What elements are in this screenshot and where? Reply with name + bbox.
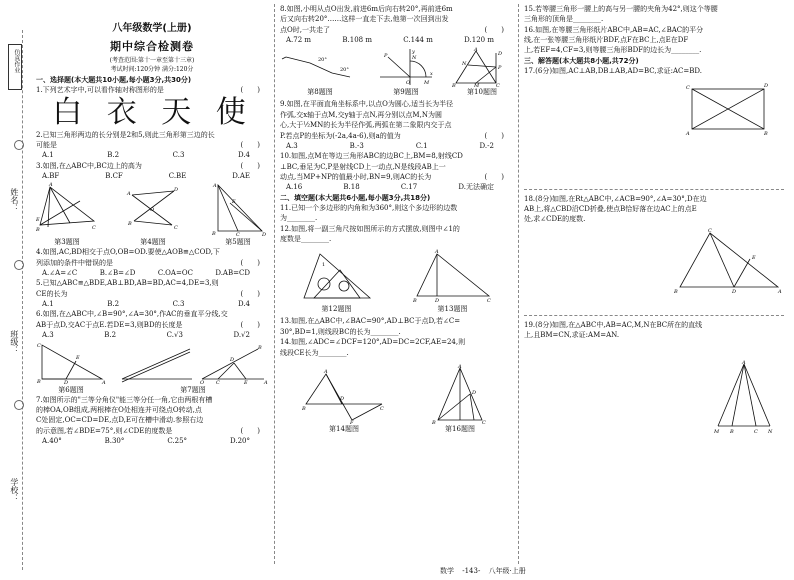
q18-text: 18.(8分)如图,在Rt△ABC中,∠ACB=90°,∠A=30°,D在边: [524, 194, 707, 203]
q8-text: 8.如图,小明从点O出发,前进6m后向右转20°,再前进6m: [280, 5, 453, 13]
figure-12: [300, 248, 374, 316]
figure-9: [376, 47, 436, 99]
fig7-caption: 第7题图: [180, 385, 206, 394]
fig12-caption: 第12题图: [321, 305, 352, 314]
option-b: B.2: [107, 300, 120, 309]
q5-text: 5.已知△ABC≌△BDE,AB⊥BD,AB=BD,AC=4,DE=3,则: [36, 279, 219, 288]
svg-text:C: C: [496, 83, 500, 88]
q5-options: [36, 299, 268, 309]
figure-13: [413, 248, 493, 316]
q4-options: [36, 268, 268, 278]
q8-text-2: 后又向右转20°……这样一直走下去,他第一次回到出发: [280, 15, 449, 24]
q12-text: 12.如图,将一副三角尺按如图所示的方式摆放,则图中∠1的: [280, 224, 460, 233]
q9-text: 9.如图,在平面直角坐标系中,以点O为圆心,适当长为半径: [280, 100, 454, 109]
column-3: [524, 4, 786, 450]
q10-text: 10.如图,点M在等边三角形ABC的边BC上,BM=8,射线CD: [280, 152, 463, 161]
binding-hole: [14, 260, 24, 270]
column-divider: [274, 4, 275, 564]
q1-char-d: 使: [215, 94, 246, 130]
q10-text-3: 动点,当MP+NP的值最小时,BN=9,则AC的长为 ( ): [280, 172, 504, 181]
svg-text:B: B: [302, 405, 306, 412]
section-3-title: 三、解答题(本大题共8小题,共72分): [524, 56, 639, 65]
fig14-caption: 第14题图: [329, 424, 359, 433]
svg-text:C: C: [482, 419, 486, 424]
svg-text:A: A: [213, 183, 217, 190]
svg-text:C: C: [92, 225, 96, 232]
q2-options: [36, 150, 268, 160]
stamp-label: 仿真作业: [12, 49, 20, 73]
figure-5: [208, 181, 268, 247]
q6-options: [36, 330, 268, 340]
option-c: C.17: [400, 183, 418, 192]
option-a: A.∠A=∠C: [42, 269, 78, 278]
q2-text: 2.已知三角形两边的长分别是2和5,则此三角形第三边的长: [36, 130, 215, 139]
q16-text: 16.如图,在等腰三角形纸片ABC中,AB=AC,∠BAC的平分: [524, 25, 704, 34]
q9-text-3: 心,大于½MN的长为半径作弧,两弧在第二象限内交于点: [280, 121, 452, 130]
option-b: B.18: [343, 183, 360, 192]
figure-10: [452, 47, 512, 99]
option-b: B.-3: [349, 141, 364, 150]
q1-text: 1.下列艺术字中,可以看作轴对称图形的是 ( ): [36, 86, 260, 95]
section-1-title: 一、选择题(本大题共10小题,每小题3分,共30分): [36, 75, 192, 84]
q15-text-2: 三角形的顶角是________.: [524, 15, 604, 24]
binding-hole: [14, 400, 24, 410]
option-d: D.-2: [479, 141, 494, 150]
q5-text-2: CE的长为 ( ): [36, 289, 260, 298]
svg-text:B: B: [212, 231, 216, 238]
svg-text:N: N: [768, 429, 773, 436]
svg-text:N: N: [412, 55, 417, 62]
q7-text-2: 的棒OA,OB组成,两根棒在O处相连并可绕点O转动,点: [36, 405, 202, 414]
svg-text:P: P: [498, 65, 502, 72]
svg-text:B: B: [128, 221, 132, 228]
q16-text-3: 上,若EF=4,CF=3,则等腰三角形BDF的边长为________.: [524, 46, 702, 55]
section-2-title: 二、填空题(本大题共6小题,每小题3分,共18分): [280, 193, 431, 202]
option-a: A.3: [42, 331, 54, 340]
q3-options: [36, 171, 268, 181]
svg-text:E: E: [76, 354, 80, 361]
option-b: B.2: [107, 151, 120, 160]
option-d: D.120 m: [464, 36, 494, 45]
figure-18: [524, 225, 786, 315]
q11-text-2: 为________.: [280, 214, 318, 223]
q18-text-3: 处,求∠CDE的度数.: [524, 215, 586, 224]
q3-text: 3.如图,在△ABC中,BC边上的高为 ( ): [36, 161, 260, 170]
q9-text-2: 作弧,交x轴于点M,交y轴于点N,再分别以点M,N为圆: [280, 110, 442, 119]
svg-text:O: O: [406, 80, 411, 87]
column-2: [280, 4, 512, 442]
option-a: A.16: [286, 183, 303, 192]
svg-text:A: A: [49, 182, 53, 189]
q10-text-2: ⊥BC,垂足为C,P是射线CD上一动点,N是线段AB上一: [280, 162, 446, 171]
svg-text:20°: 20°: [340, 67, 349, 74]
q1-char-c: 天: [161, 94, 192, 130]
svg-text:B: B: [412, 298, 417, 305]
svg-text:y: y: [412, 49, 415, 56]
option-b: B.2: [104, 331, 117, 340]
svg-text:C: C: [380, 405, 384, 412]
svg-text:C: C: [754, 429, 758, 436]
svg-text:C: C: [174, 225, 178, 232]
fig8-caption: 第8题图: [307, 88, 333, 97]
option-d: D.4: [237, 151, 250, 160]
option-c: C.1: [415, 141, 428, 150]
school-label: 学校：: [9, 478, 19, 502]
svg-text:A: A: [686, 130, 690, 137]
svg-text:C: C: [37, 342, 41, 349]
svg-text:A: A: [127, 191, 131, 198]
option-a: A.72 m: [286, 36, 312, 45]
option-c: C.BE: [168, 171, 187, 180]
svg-text:M: M: [474, 83, 480, 88]
option-d: D.4: [237, 300, 250, 309]
q16-text-2: 线,在一张等腰三角形纸片BDF,点F在BC上,点E在DF: [524, 36, 689, 45]
figure-19: [524, 340, 786, 450]
exam-title: 八年级数学(上册): [112, 23, 192, 34]
q18-text-2: AB上,将△CBD沿CD折叠,使点B恰好落在边AC上的点E: [524, 204, 697, 213]
fig10-caption: 第10题图: [467, 88, 497, 97]
svg-text:C: C: [486, 298, 491, 305]
svg-text:E: E: [232, 199, 236, 206]
svg-text:B: B: [258, 344, 262, 351]
option-b: B.108 m: [342, 36, 372, 45]
q15-text: 15.若等腰三角形一腰上的高与另一腰的夹角为42°,则这个等腰: [524, 5, 718, 13]
q6-text: 6.如图,在△ABC中,∠B=90°,∠A=30°,作AC的垂直平分线,交: [36, 310, 228, 319]
svg-text:D: D: [498, 51, 503, 58]
option-c: C.OA=OC: [157, 269, 193, 278]
figures-3-5: [36, 181, 268, 247]
option-b: B.∠B=∠D: [99, 269, 136, 278]
svg-text:D: D: [434, 298, 439, 305]
figure-8: [280, 47, 360, 99]
fig13-caption: 第13题图: [437, 305, 468, 314]
page-number: -143-: [462, 567, 481, 575]
fig16-caption: 第16题图: [445, 424, 475, 433]
option-d: D.无法确定: [458, 183, 494, 192]
fig6-caption: 第6题图: [58, 385, 84, 394]
svg-text:A: A: [434, 249, 439, 256]
column-1: [36, 4, 268, 446]
svg-text:B: B: [452, 83, 456, 88]
svg-text:D: D: [764, 82, 769, 89]
footer-grade: 八年级·上册: [488, 567, 526, 575]
svg-text:1: 1: [321, 262, 325, 269]
option-c: C.25°: [167, 437, 188, 445]
fig4-caption: 第4题图: [140, 238, 166, 247]
svg-text:N: N: [462, 61, 467, 68]
q12-text-2: 度数是________.: [280, 235, 332, 244]
q13-text: 13.如图,在△ABC中,∠BAC=90°,AD⊥BC于点D,若∠C=: [280, 317, 461, 326]
q8-text-3: 点O时,一共走了 ( ): [280, 25, 504, 34]
svg-text:C: C: [216, 379, 220, 385]
option-c: C.3: [172, 151, 185, 160]
svg-text:B: B: [730, 429, 734, 436]
svg-text:B: B: [37, 378, 41, 385]
q1-char-a: 白: [52, 94, 83, 130]
q19-text: 19.(8分)如图,在△ABC中,AB=AC,M,N在BC所在的直线: [524, 320, 703, 329]
q4-text: 4.如图,AC,BD相交于点O,OB=OD.要使△AOB≌△COD,下: [36, 248, 220, 257]
svg-text:x: x: [430, 71, 433, 78]
svg-text:A: A: [458, 363, 462, 370]
page-footer: [440, 566, 526, 576]
figures-8-10: [280, 47, 512, 99]
svg-text:E: E: [36, 217, 40, 224]
svg-text:C: C: [236, 232, 240, 238]
fig3-caption: 第3题图: [54, 238, 80, 247]
option-c: C.3: [172, 300, 185, 309]
q1-art-chars: [40, 94, 258, 130]
option-a: A.3: [286, 141, 298, 150]
q10-options: [280, 182, 512, 192]
exam-scope: (考查范围:第十一章至第十三章): [109, 57, 195, 65]
option-b: B.30°: [104, 437, 125, 445]
q19-text-2: 上,且BM=CN,求证:AM=AN.: [524, 330, 620, 339]
svg-text:C: C: [708, 227, 712, 234]
option-a: A.1: [42, 300, 54, 309]
svg-text:M: M: [424, 80, 430, 87]
figure-3: [36, 181, 98, 247]
option-b: B.CF: [105, 171, 123, 180]
svg-text:B: B: [674, 288, 678, 295]
stamp-box: [8, 44, 22, 90]
svg-text:P: P: [384, 53, 388, 60]
svg-text:A: A: [778, 288, 782, 295]
svg-text:D: D: [174, 187, 179, 194]
svg-text:A: A: [474, 47, 478, 54]
figures-6-7: [36, 341, 268, 395]
figures-12-13: [280, 248, 512, 316]
fig5-caption: 第5题图: [225, 238, 251, 247]
q13-text-2: 30°,BD=1,则线段BC的长为________.: [280, 327, 401, 336]
q7-options: [36, 436, 268, 446]
svg-text:D: D: [340, 395, 345, 402]
figure-6: [36, 341, 106, 395]
class-label: 班级：: [9, 330, 19, 354]
q14-text-2: 线段CE长为________.: [280, 348, 349, 357]
q7-text: 7.如图所示的"三等分角仪"能三等分任一角,它由两根有槽: [36, 395, 213, 404]
column-divider: [518, 4, 519, 564]
svg-text:D: D: [64, 379, 69, 385]
figure-16: [430, 364, 490, 442]
option-d: D.AE: [232, 171, 250, 180]
option-c: C.144 m: [403, 36, 433, 45]
svg-text:B: B: [764, 130, 768, 137]
q8-options: [280, 35, 512, 45]
svg-text:D: D: [230, 356, 235, 363]
svg-text:A: A: [264, 379, 268, 385]
svg-text:O: O: [200, 379, 205, 385]
option-c: C.√3: [166, 331, 183, 340]
figure-4: [126, 181, 180, 247]
q14-text: 14.如图,∠ADC=∠DCF=120°,AD=DC=2CF,AE=24,则: [280, 338, 466, 347]
q6-text-2: AB于点D,交AC于点E.若DE=3,则BD的长度是 ( ): [36, 320, 260, 329]
svg-text:F: F: [350, 419, 354, 424]
exam-subtitle: 期中综合检测卷: [110, 39, 194, 53]
svg-text:A: A: [324, 368, 328, 375]
svg-text:D: D: [472, 389, 477, 396]
svg-text:B: B: [36, 227, 40, 234]
q9-options: [280, 141, 512, 151]
binding-line: [22, 30, 23, 570]
q2-text-2: 可能是 ( ): [36, 140, 260, 149]
q7-text-4: 的示意图,若∠BDE=75°,则∠CDE的度数是 ( ): [36, 426, 260, 435]
q1-char-b: 衣: [106, 94, 137, 130]
figure-7: [118, 341, 268, 395]
svg-text:A: A: [742, 360, 746, 367]
name-label: 姓名：: [9, 188, 19, 212]
figures-14-16: [280, 364, 512, 442]
svg-text:D: D: [732, 288, 737, 295]
svg-text:A: A: [102, 379, 106, 385]
option-d: D.√2: [233, 331, 250, 340]
footer-subject: 数学: [440, 567, 454, 575]
q11-text: 11.已知一个多边形的内角和为360°,则这个多边形的边数: [280, 204, 458, 213]
svg-text:C: C: [686, 84, 690, 91]
option-d: D.AB=CD: [215, 269, 250, 278]
exam-time: 考试时间:120分钟 满分:120分: [110, 65, 194, 73]
q17-text: 17.(6分)如图,AC⊥AB,DB⊥AB,AD=BC,求证:AC=BD.: [524, 67, 702, 76]
svg-text:B: B: [432, 419, 436, 424]
figure-14: [302, 364, 386, 442]
svg-text:D: D: [262, 232, 267, 238]
svg-text:O: O: [150, 207, 155, 214]
q7-text-3: C处固定,OC=CD=DE,点D,E可在槽中滑动.参照右边: [36, 416, 204, 425]
option-a: A.BF: [42, 171, 60, 180]
q4-text-2: 列添加的条件中错误的是 ( ): [36, 258, 260, 267]
svg-text:E: E: [244, 379, 248, 385]
svg-text:M: M: [714, 429, 720, 436]
q9-text-4: P.若点P的坐标为(-2a,4a-6),则a的值为 ( ): [280, 131, 504, 140]
option-d: D.20°: [229, 437, 250, 445]
option-a: A.1: [42, 151, 54, 160]
svg-text:20°: 20°: [318, 57, 327, 64]
fig9-caption: 第9题图: [393, 88, 419, 97]
option-a: A.40°: [42, 437, 62, 445]
binding-hole: [14, 140, 24, 150]
figure-17: [524, 77, 786, 189]
svg-text:E: E: [752, 254, 756, 261]
